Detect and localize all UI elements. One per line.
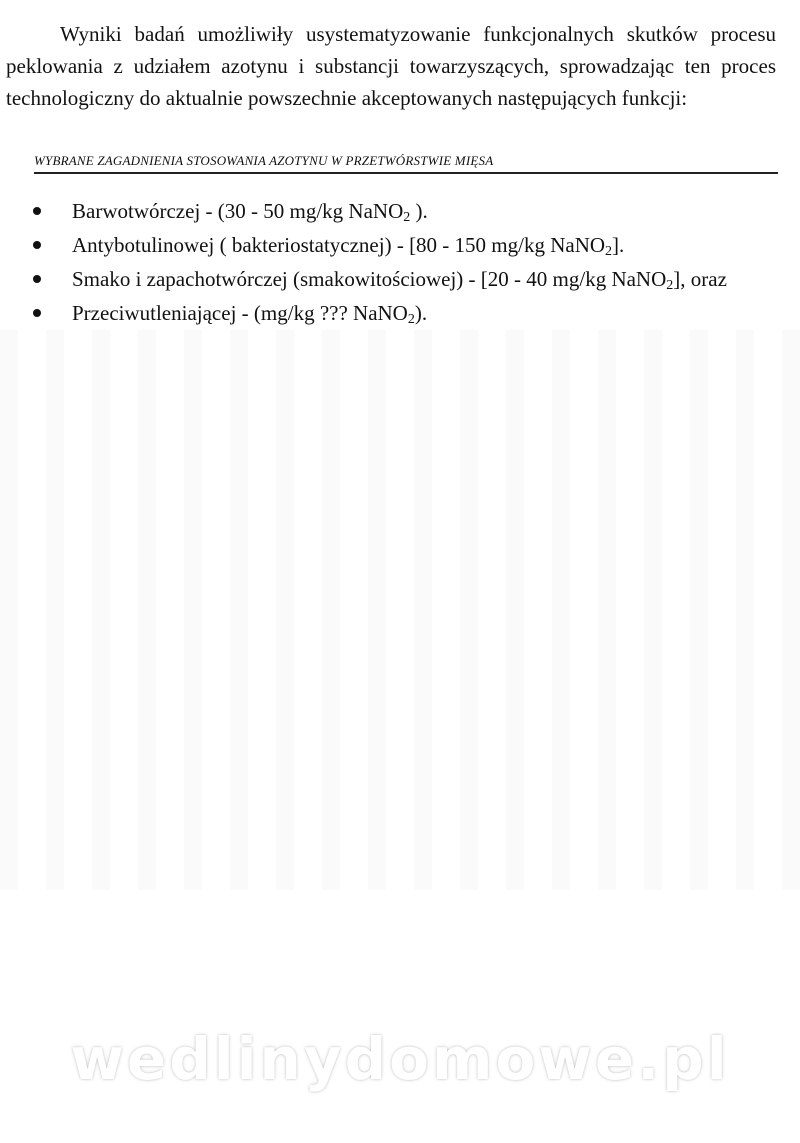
function-text: Smako i zapachotwórczej (smakowitościowej) - [20 - 40 mg/kg NaNO xyxy=(72,267,667,291)
bullet-icon xyxy=(33,309,41,317)
list-item xyxy=(0,228,790,262)
subscript: 2 xyxy=(403,210,411,225)
list-item xyxy=(0,296,790,330)
function-text: Barwotwórczej - (30 - 50 mg/kg NaNO xyxy=(72,199,404,223)
bullet-icon xyxy=(33,207,41,215)
function-text-end: ], oraz xyxy=(673,267,727,291)
scan-background-texture xyxy=(0,330,800,890)
watermark-logo: wedlinydomowe.pl xyxy=(70,1025,730,1093)
bullet-icon xyxy=(33,275,41,283)
list-item xyxy=(0,194,790,228)
function-text: Przeciwutleniającej - (mg/kg ??? NaNO xyxy=(72,301,408,325)
function-text: Antybotulinowej ( bakteriostatycznej) - [80 - 150 mg/kg NaNO xyxy=(72,233,606,257)
list-item xyxy=(0,262,790,296)
intro-paragraph: Wyniki badań umożliwiły usystematyzowanie funkcjonalnych skutków procesu peklowania z udziałem azotynu i substancji towarzyszących, sprowadzając ten proces technologiczny do aktualnie powszechnie akceptowanych następujących funkcji: xyxy=(6,22,776,110)
function-text-end: ). xyxy=(410,199,428,223)
function-text-end: ). xyxy=(414,301,428,325)
section-header: WYBRANE ZAGADNIENIA STOSOWANIA AZOTYNU W PRZETWÓRSTWIE MIĘSA xyxy=(34,153,778,174)
subscript: 2 xyxy=(605,244,613,259)
functions-list xyxy=(0,194,790,330)
function-text-end: ]. xyxy=(612,233,625,257)
subscript: 2 xyxy=(666,278,674,293)
bullet-icon xyxy=(33,241,41,249)
subscript: 2 xyxy=(407,312,415,327)
